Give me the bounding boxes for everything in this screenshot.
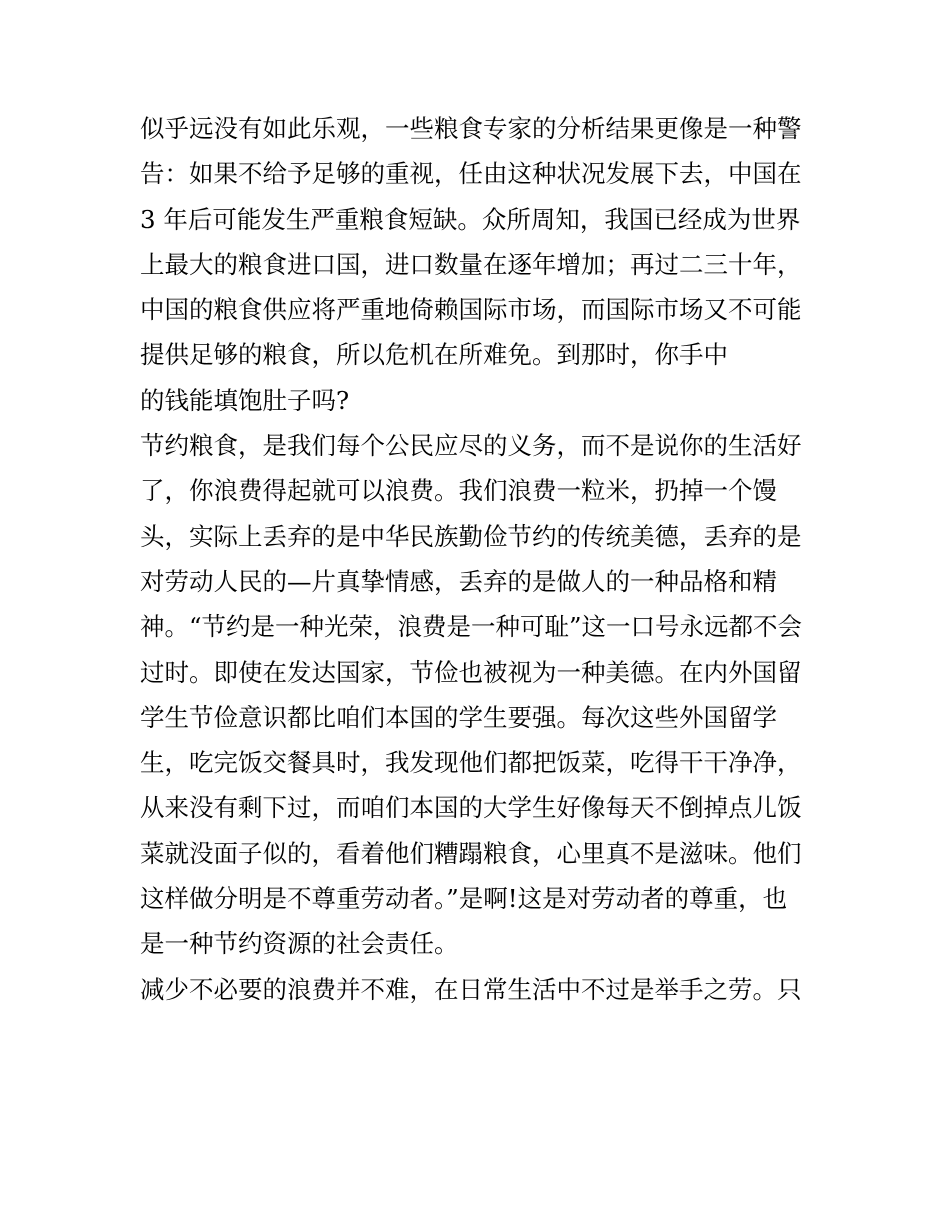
text-line: 中国的粮食供应将严重地倚赖国际市场，而国际市场又不可能 bbox=[140, 295, 802, 325]
text-line: 菜就没面子似的，看着他们糟蹋粮食，心里真不是滋味。他们 bbox=[140, 838, 802, 868]
text-line: 是一种节约资源的社会责任。 bbox=[140, 929, 459, 959]
text-line: 从来没有剩下过，而咱们本国的大学生好像每天不倒掉点儿饭 bbox=[140, 793, 802, 823]
text-line: 过时。即使在发达国家，节俭也被视为一种美德。在内外国留 bbox=[140, 657, 802, 687]
text-line: 告：如果不给予足够的重视，任由这种状况发展下去，中国在 bbox=[140, 159, 802, 189]
body-text bbox=[140, 106, 820, 1012]
text-line: 上最大的粮食进口国，进口数量在逐年增加；再过二三十年， bbox=[140, 249, 802, 279]
text-line: 3 年后可能发生严重粮食短缺。众所周知，我国已经成为世界 bbox=[140, 204, 801, 234]
text-line: 神。“节约是一种光荣，浪费是一种可耻”这一口号永远都不会 bbox=[140, 612, 803, 642]
text-line: 提供足够的粮食，所以危机在所难免。到那时，你手中 bbox=[140, 340, 728, 370]
text-line: 对劳动人民的—片真挚情感，丢弃的是做人的一种品格和精 bbox=[140, 566, 777, 596]
text-line: 了，你浪费得起就可以浪费。我们浪费一粒米，扔掉一个馒 bbox=[140, 476, 777, 506]
text-line: 生，吃完饭交餐具时，我发现他们都把饭菜，吃得干干净净， bbox=[140, 748, 802, 778]
text-line: 这样做分明是不尊重劳动者。”是啊!这是对劳动者的尊重，也 bbox=[140, 884, 788, 914]
text-line: 节约粮食，是我们每个公民应尽的义务，而不是说你的生活好 bbox=[140, 431, 802, 461]
text-line: 似乎远没有如此乐观，一些粮食专家的分析结果更像是一种警 bbox=[140, 114, 802, 143]
text-line: 减少不必要的浪费并不难，在日常生活中不过是举手之劳。只 bbox=[140, 974, 802, 1004]
text-line: 头，实际上丢弃的是中华民族勤俭节约的传统美德，丢弃的是 bbox=[140, 521, 802, 551]
text-line: 的钱能填饱肚子吗? bbox=[140, 385, 350, 415]
text-line: 学生节俭意识都比咱们本国的学生要强。每次这些外国留学 bbox=[140, 702, 777, 732]
